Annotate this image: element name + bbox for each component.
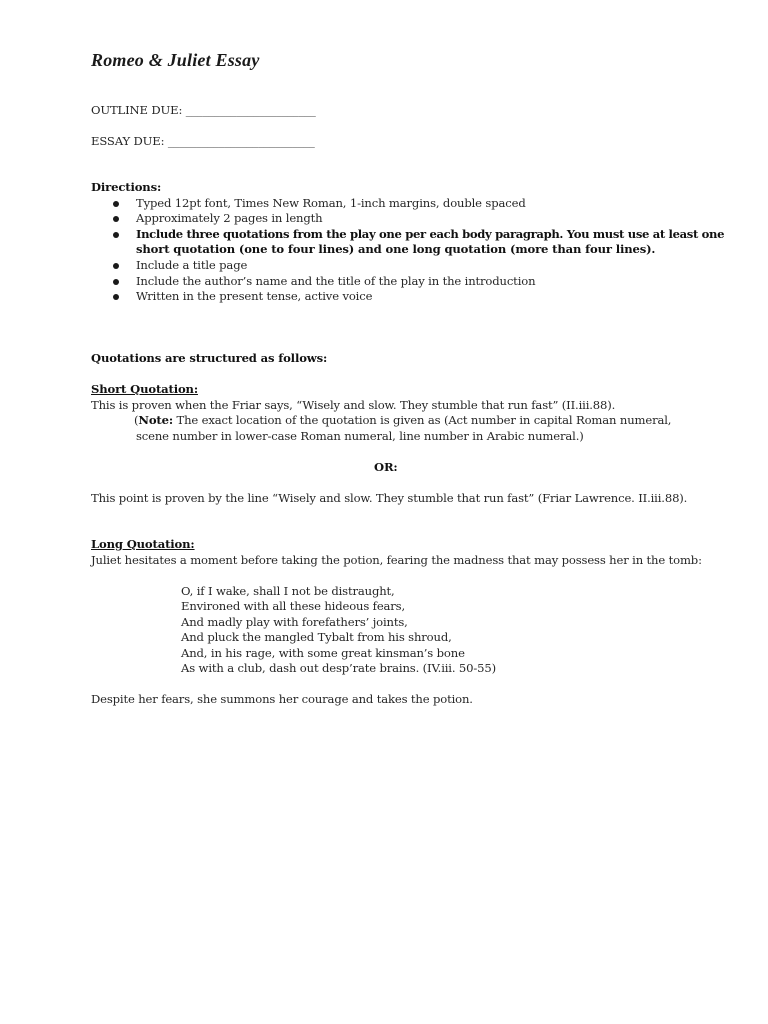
poem-line: As with a club, dash out desp’rate brains. (IV.iii. 50-55): [181, 661, 496, 675]
bullet-icon: [113, 263, 119, 269]
bullet-icon: [113, 279, 119, 285]
note-line: [134, 413, 671, 429]
direction-item: Include the author’s name and the title of the play in the introduction: [136, 274, 536, 288]
direction-item: Include three quotations from the play one per each body paragraph. You must use at least one: [136, 227, 725, 241]
direction-item: Approximately 2 pages in length: [136, 211, 323, 225]
short-quotation-alt-example: This point is proven by the line “Wisely and slow. They stumble that run fast” (Friar Lawrence. II.iii.88).: [91, 491, 688, 505]
directions-heading: Directions:: [91, 180, 162, 194]
long-quotation-heading: Long Quotation:: [91, 537, 195, 551]
direction-item: Include a title page: [136, 258, 248, 272]
note-open-paren: (: [134, 413, 139, 427]
quotations-heading: Quotations are structured as follows:: [91, 351, 328, 365]
poem-line: And, in his rage, with some great kinsman’s bone: [181, 646, 465, 660]
poem-line: And pluck the mangled Tybalt from his shroud,: [181, 630, 452, 644]
bullet-icon: [113, 294, 119, 300]
direction-item: Written in the present tense, active voice: [136, 289, 373, 303]
or-separator: OR:: [374, 460, 398, 474]
long-quotation-closing: Despite her fears, she summons her courage and takes the potion.: [91, 692, 473, 706]
bullet-icon: [113, 201, 119, 207]
short-quotation-example: This is proven when the Friar says, “Wisely and slow. They stumble that run fast” (II.iii.88).: [91, 398, 616, 412]
note-text: The exact location of the quotation is given as (Act number in capital Roman numeral,: [172, 413, 672, 427]
document-title: Romeo & Juliet Essay: [91, 50, 260, 70]
outline-due-line: OUTLINE DUE: _______________________: [91, 103, 316, 117]
poem-line: O, if I wake, shall I not be distraught,: [181, 584, 395, 598]
essay-due-line: ESSAY DUE: __________________________: [91, 134, 315, 148]
direction-item: Typed 12pt font, Times New Roman, 1-inch margins, double spaced: [136, 196, 526, 210]
poem-line: And madly play with forefathers’ joints,: [181, 615, 408, 629]
bullet-icon: [113, 216, 119, 222]
direction-item-continued: short quotation (one to four lines) and one long quotation (more than four lines).: [136, 242, 656, 256]
note-line-continued: scene number in lower-case Roman numeral, line number in Arabic numeral.): [136, 429, 584, 443]
note-label: Note:: [138, 413, 173, 427]
bullet-icon: [113, 232, 119, 238]
short-quotation-heading: Short Quotation:: [91, 382, 198, 396]
long-quotation-intro: Juliet hesitates a moment before taking the potion, fearing the madness that may possess her in the tomb:: [91, 553, 702, 567]
poem-line: Environed with all these hideous fears,: [181, 599, 406, 613]
